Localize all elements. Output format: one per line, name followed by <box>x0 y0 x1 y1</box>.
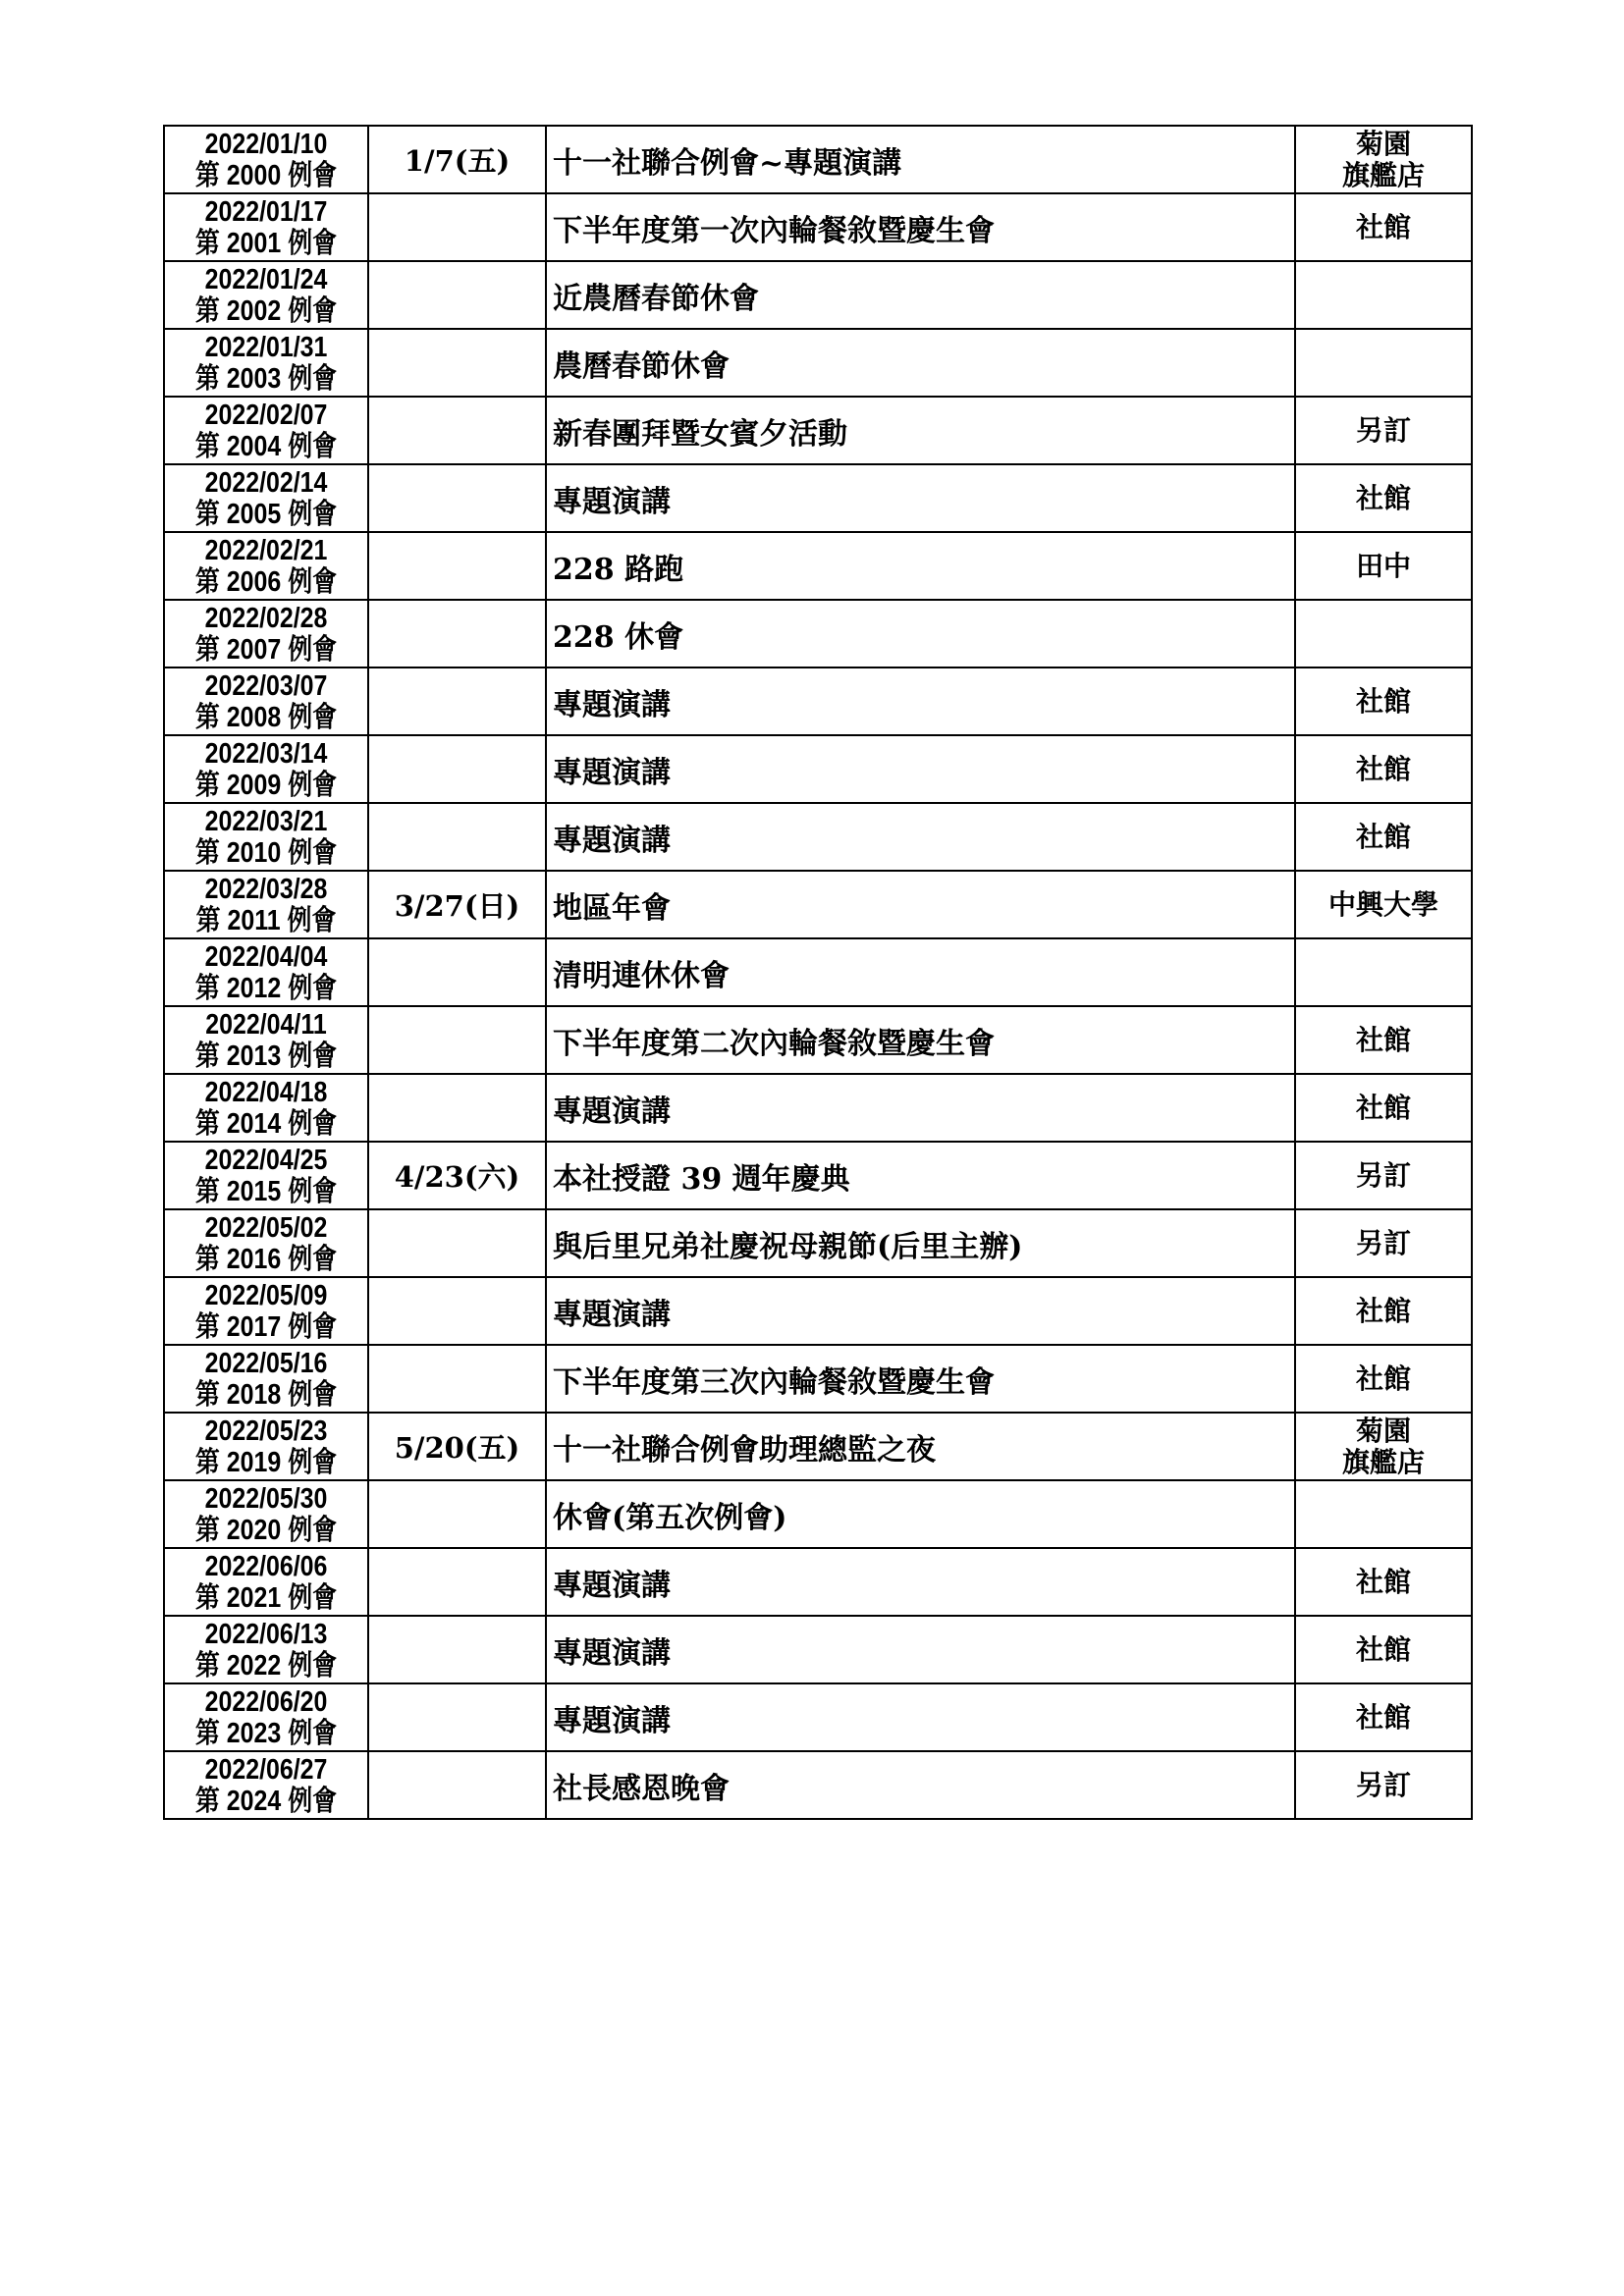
meeting-date-text: 2022/06/20 <box>204 1685 328 1718</box>
meeting-number: 第 2014 例會 <box>194 1107 338 1140</box>
meeting-date-text: 2022/03/21 <box>204 805 328 837</box>
event-cell: 清明連休休會 <box>546 938 1295 1006</box>
event-cell: 228 路跑 <box>546 532 1295 600</box>
meeting-number: 第 2012 例會 <box>194 972 338 1004</box>
table-row <box>164 600 1472 667</box>
table-row <box>164 126 1472 193</box>
event-cell: 專題演講 <box>546 1074 1295 1142</box>
actual-date-cell <box>368 1209 546 1277</box>
venue-text: 社館 <box>1355 1565 1411 1598</box>
table-row <box>164 1006 1472 1074</box>
meeting-number: 第 2024 例會 <box>194 1785 338 1817</box>
actual-date-cell <box>368 1683 546 1751</box>
actual-date-cell <box>368 261 546 329</box>
meeting-number: 第 2015 例會 <box>194 1175 338 1207</box>
table-row <box>164 1142 1472 1209</box>
meeting-date-cell <box>164 261 368 329</box>
meeting-date-text: 2022/06/13 <box>204 1618 328 1650</box>
venue-text: 另訂 <box>1355 1226 1411 1259</box>
venue-text: 社館 <box>1355 481 1411 514</box>
venue-text: 社館 <box>1355 1294 1411 1327</box>
venue-text: 社館 <box>1355 1023 1411 1056</box>
meeting-date <box>179 1212 352 1275</box>
meeting-number: 第 2003 例會 <box>194 362 338 395</box>
meeting-date <box>179 941 352 1004</box>
meeting-date-cell <box>164 1413 368 1480</box>
venue-cell <box>1295 600 1472 667</box>
meeting-date-text: 2022/04/18 <box>204 1076 328 1108</box>
meeting-date-text: 2022/03/07 <box>204 669 328 702</box>
meeting-date <box>179 1686 352 1749</box>
meeting-number: 第 2013 例會 <box>194 1040 338 1072</box>
meeting-number: 第 2011 例會 <box>195 904 337 936</box>
meeting-date <box>179 1009 352 1072</box>
actual-date-cell <box>368 1006 546 1074</box>
venue-cell <box>1295 1209 1472 1277</box>
meeting-date-text: 2022/06/06 <box>204 1550 328 1582</box>
event-cell: 228 休會 <box>546 600 1295 667</box>
meeting-date <box>179 806 352 869</box>
event-cell: 專題演講 <box>546 1683 1295 1751</box>
table-row <box>164 532 1472 600</box>
meeting-date <box>179 874 352 936</box>
venue-text: 另訂 <box>1355 1158 1411 1192</box>
meeting-date-cell <box>164 193 368 261</box>
meeting-date-text: 2022/01/17 <box>204 195 328 228</box>
meeting-date <box>179 332 352 395</box>
event-cell: 新春團拜暨女賓夕活動 <box>546 397 1295 464</box>
meeting-date-text: 2022/03/28 <box>204 873 328 905</box>
event-cell: 社長感恩晚會 <box>546 1751 1295 1819</box>
meeting-date <box>179 1077 352 1140</box>
table-row <box>164 667 1472 735</box>
actual-date-cell: 4/23(六) <box>368 1142 546 1209</box>
meeting-date <box>179 467 352 530</box>
event-cell: 專題演講 <box>546 735 1295 803</box>
meeting-date-text: 2022/02/07 <box>204 399 328 431</box>
meeting-date <box>179 196 352 259</box>
meeting-date-cell <box>164 1683 368 1751</box>
event-cell: 本社授證 39 週年慶典 <box>546 1142 1295 1209</box>
meeting-date <box>179 738 352 801</box>
event-cell: 十一社聯合例會助理總監之夜 <box>546 1413 1295 1480</box>
venue-cell <box>1295 1006 1472 1074</box>
meeting-date-cell <box>164 1751 368 1819</box>
meeting-date-cell <box>164 1142 368 1209</box>
venue-text: 社館 <box>1355 1091 1411 1124</box>
venue-text: 社館 <box>1355 820 1411 853</box>
venue-cell <box>1295 532 1472 600</box>
venue-text: 菊園 <box>1355 127 1411 160</box>
meeting-date-text: 2022/04/25 <box>204 1144 328 1176</box>
venue-text: 菊園 <box>1355 1414 1411 1447</box>
venue-text: 另訂 <box>1355 1768 1411 1801</box>
event-cell: 專題演講 <box>546 803 1295 871</box>
venue-text: 田中 <box>1355 549 1411 582</box>
table-row <box>164 1616 1472 1683</box>
event-cell: 下半年度第三次內輪餐敘暨慶生會 <box>546 1345 1295 1413</box>
actual-date-cell <box>368 464 546 532</box>
meeting-date-text: 2022/05/02 <box>204 1211 328 1244</box>
event-cell: 下半年度第一次內輪餐敘暨慶生會 <box>546 193 1295 261</box>
event-cell: 專題演講 <box>546 667 1295 735</box>
event-cell: 農曆春節休會 <box>546 329 1295 397</box>
event-cell: 地區年會 <box>546 871 1295 938</box>
meeting-date-text: 2022/01/24 <box>204 263 328 295</box>
actual-date-cell <box>368 1751 546 1819</box>
venue-text: 另訂 <box>1355 413 1411 447</box>
meeting-date-cell <box>164 329 368 397</box>
actual-date-cell: 5/20(五) <box>368 1413 546 1480</box>
meeting-date-cell <box>164 397 368 464</box>
meeting-date-text: 2022/02/21 <box>204 534 328 566</box>
meeting-date-text: 2022/01/10 <box>204 128 328 160</box>
venue-text: 旗艦店 <box>1341 158 1425 191</box>
table-row <box>164 938 1472 1006</box>
venue-cell <box>1295 1074 1472 1142</box>
venue-cell <box>1295 803 1472 871</box>
meeting-number: 第 2009 例會 <box>194 769 338 801</box>
meeting-number: 第 2000 例會 <box>194 159 338 191</box>
actual-date-cell <box>368 1616 546 1683</box>
meeting-date-text: 2022/05/30 <box>204 1482 328 1515</box>
meeting-date-cell <box>164 1074 368 1142</box>
table-row <box>164 261 1472 329</box>
meeting-date <box>179 264 352 327</box>
meeting-number: 第 2023 例會 <box>194 1717 338 1749</box>
table-row <box>164 871 1472 938</box>
meeting-date-cell <box>164 803 368 871</box>
table-row <box>164 735 1472 803</box>
meeting-date <box>179 1348 352 1411</box>
event-cell: 下半年度第二次內輪餐敘暨慶生會 <box>546 1006 1295 1074</box>
table-row <box>164 329 1472 397</box>
venue-text: 旗艦店 <box>1341 1445 1425 1478</box>
meeting-date-text: 2022/05/23 <box>204 1415 328 1447</box>
venue-text: 社館 <box>1355 752 1411 785</box>
meeting-date-text: 2022/06/27 <box>204 1753 328 1786</box>
actual-date-cell <box>368 532 546 600</box>
meeting-date-text: 2022/05/09 <box>204 1279 328 1311</box>
actual-date-cell: 1/7(五) <box>368 126 546 193</box>
table-row <box>164 1074 1472 1142</box>
meeting-date <box>179 535 352 598</box>
meeting-date-cell <box>164 126 368 193</box>
venue-cell <box>1295 871 1472 938</box>
table-row <box>164 1683 1472 1751</box>
venue-cell <box>1295 193 1472 261</box>
meeting-date <box>179 1551 352 1614</box>
meeting-number: 第 2004 例會 <box>194 430 338 462</box>
event-cell: 十一社聯合例會~專題演講 <box>546 126 1295 193</box>
table-row <box>164 1277 1472 1345</box>
actual-date-cell <box>368 1548 546 1616</box>
meeting-date-cell <box>164 667 368 735</box>
venue-cell <box>1295 464 1472 532</box>
table-row <box>164 1480 1472 1548</box>
meeting-date-cell <box>164 464 368 532</box>
venue-cell <box>1295 938 1472 1006</box>
meeting-number: 第 2017 例會 <box>194 1310 338 1343</box>
event-cell: 專題演講 <box>546 1548 1295 1616</box>
meeting-number: 第 2020 例會 <box>194 1514 338 1546</box>
event-cell: 專題演講 <box>546 1277 1295 1345</box>
table-row <box>164 193 1472 261</box>
meeting-date-text: 2022/05/16 <box>204 1347 328 1379</box>
schedule-body <box>164 126 1472 1819</box>
venue-cell <box>1295 1548 1472 1616</box>
venue-cell <box>1295 261 1472 329</box>
actual-date-cell: 3/27(日) <box>368 871 546 938</box>
meeting-number: 第 2021 例會 <box>194 1581 338 1614</box>
venue-text: 社館 <box>1355 1362 1411 1395</box>
venue-cell <box>1295 126 1472 193</box>
meeting-date <box>179 603 352 666</box>
meeting-date <box>179 1483 352 1546</box>
event-cell: 近農曆春節休會 <box>546 261 1295 329</box>
actual-date-cell <box>368 193 546 261</box>
meeting-number: 第 2007 例會 <box>194 633 338 666</box>
meeting-schedule-table <box>163 125 1473 1820</box>
meeting-date-cell <box>164 1480 368 1548</box>
meeting-date <box>179 670 352 733</box>
meeting-date-cell <box>164 871 368 938</box>
venue-cell <box>1295 1142 1472 1209</box>
meeting-date-cell <box>164 1006 368 1074</box>
event-cell: 專題演講 <box>546 1616 1295 1683</box>
event-cell: 專題演講 <box>546 464 1295 532</box>
meeting-date-text: 2022/04/11 <box>205 1008 327 1041</box>
venue-cell <box>1295 329 1472 397</box>
venue-text: 社館 <box>1355 1632 1411 1666</box>
venue-text: 社館 <box>1355 1700 1411 1734</box>
meeting-date <box>179 129 352 191</box>
actual-date-cell <box>368 938 546 1006</box>
meeting-number: 第 2005 例會 <box>194 498 338 530</box>
table-row <box>164 803 1472 871</box>
actual-date-cell <box>368 329 546 397</box>
meeting-date-text: 2022/03/14 <box>204 737 328 770</box>
meeting-date-text: 2022/01/31 <box>204 331 328 363</box>
meeting-date <box>179 1754 352 1817</box>
meeting-date-cell <box>164 938 368 1006</box>
meeting-date-cell <box>164 1548 368 1616</box>
table-row <box>164 1345 1472 1413</box>
meeting-date-cell <box>164 1616 368 1683</box>
venue-text: 社館 <box>1355 684 1411 718</box>
venue-cell <box>1295 1683 1472 1751</box>
meeting-number: 第 2019 例會 <box>194 1446 338 1478</box>
actual-date-cell <box>368 1345 546 1413</box>
meeting-number: 第 2010 例會 <box>194 836 338 869</box>
meeting-date <box>179 1280 352 1343</box>
meeting-number: 第 2002 例會 <box>194 294 338 327</box>
meeting-date-cell <box>164 1345 368 1413</box>
meeting-date-cell <box>164 735 368 803</box>
table-row <box>164 1209 1472 1277</box>
venue-cell <box>1295 397 1472 464</box>
venue-cell <box>1295 1413 1472 1480</box>
meeting-number: 第 2016 例會 <box>194 1243 338 1275</box>
meeting-date-text: 2022/02/28 <box>204 602 328 634</box>
meeting-date <box>179 400 352 462</box>
venue-text: 社館 <box>1355 210 1411 243</box>
meeting-date-cell <box>164 1209 368 1277</box>
venue-cell <box>1295 667 1472 735</box>
meeting-number: 第 2022 例會 <box>194 1649 338 1682</box>
venue-cell <box>1295 735 1472 803</box>
venue-cell <box>1295 1277 1472 1345</box>
venue-cell <box>1295 1345 1472 1413</box>
meeting-date <box>179 1415 352 1478</box>
actual-date-cell <box>368 397 546 464</box>
table-row <box>164 464 1472 532</box>
venue-text: 中興大學 <box>1327 887 1438 921</box>
venue-cell <box>1295 1616 1472 1683</box>
table-row <box>164 1413 1472 1480</box>
actual-date-cell <box>368 667 546 735</box>
meeting-date-text: 2022/02/14 <box>204 466 328 499</box>
event-cell: 休會(第五次例會) <box>546 1480 1295 1548</box>
venue-cell <box>1295 1751 1472 1819</box>
actual-date-cell <box>368 600 546 667</box>
actual-date-cell <box>368 1074 546 1142</box>
actual-date-cell <box>368 1480 546 1548</box>
actual-date-cell <box>368 735 546 803</box>
meeting-date-cell <box>164 1277 368 1345</box>
meeting-number: 第 2001 例會 <box>194 227 338 259</box>
meeting-date <box>179 1619 352 1682</box>
actual-date-cell <box>368 803 546 871</box>
meeting-date <box>179 1145 352 1207</box>
meeting-number: 第 2018 例會 <box>194 1378 338 1411</box>
meeting-number: 第 2008 例會 <box>194 701 338 733</box>
venue-cell <box>1295 1480 1472 1548</box>
meeting-date-text: 2022/04/04 <box>204 940 328 973</box>
meeting-number: 第 2006 例會 <box>194 565 338 598</box>
meeting-date-cell <box>164 600 368 667</box>
table-row <box>164 397 1472 464</box>
event-cell: 與后里兄弟社慶祝母親節(后里主辦) <box>546 1209 1295 1277</box>
table-row <box>164 1751 1472 1819</box>
actual-date-cell <box>368 1277 546 1345</box>
meeting-date-cell <box>164 532 368 600</box>
table-row <box>164 1548 1472 1616</box>
